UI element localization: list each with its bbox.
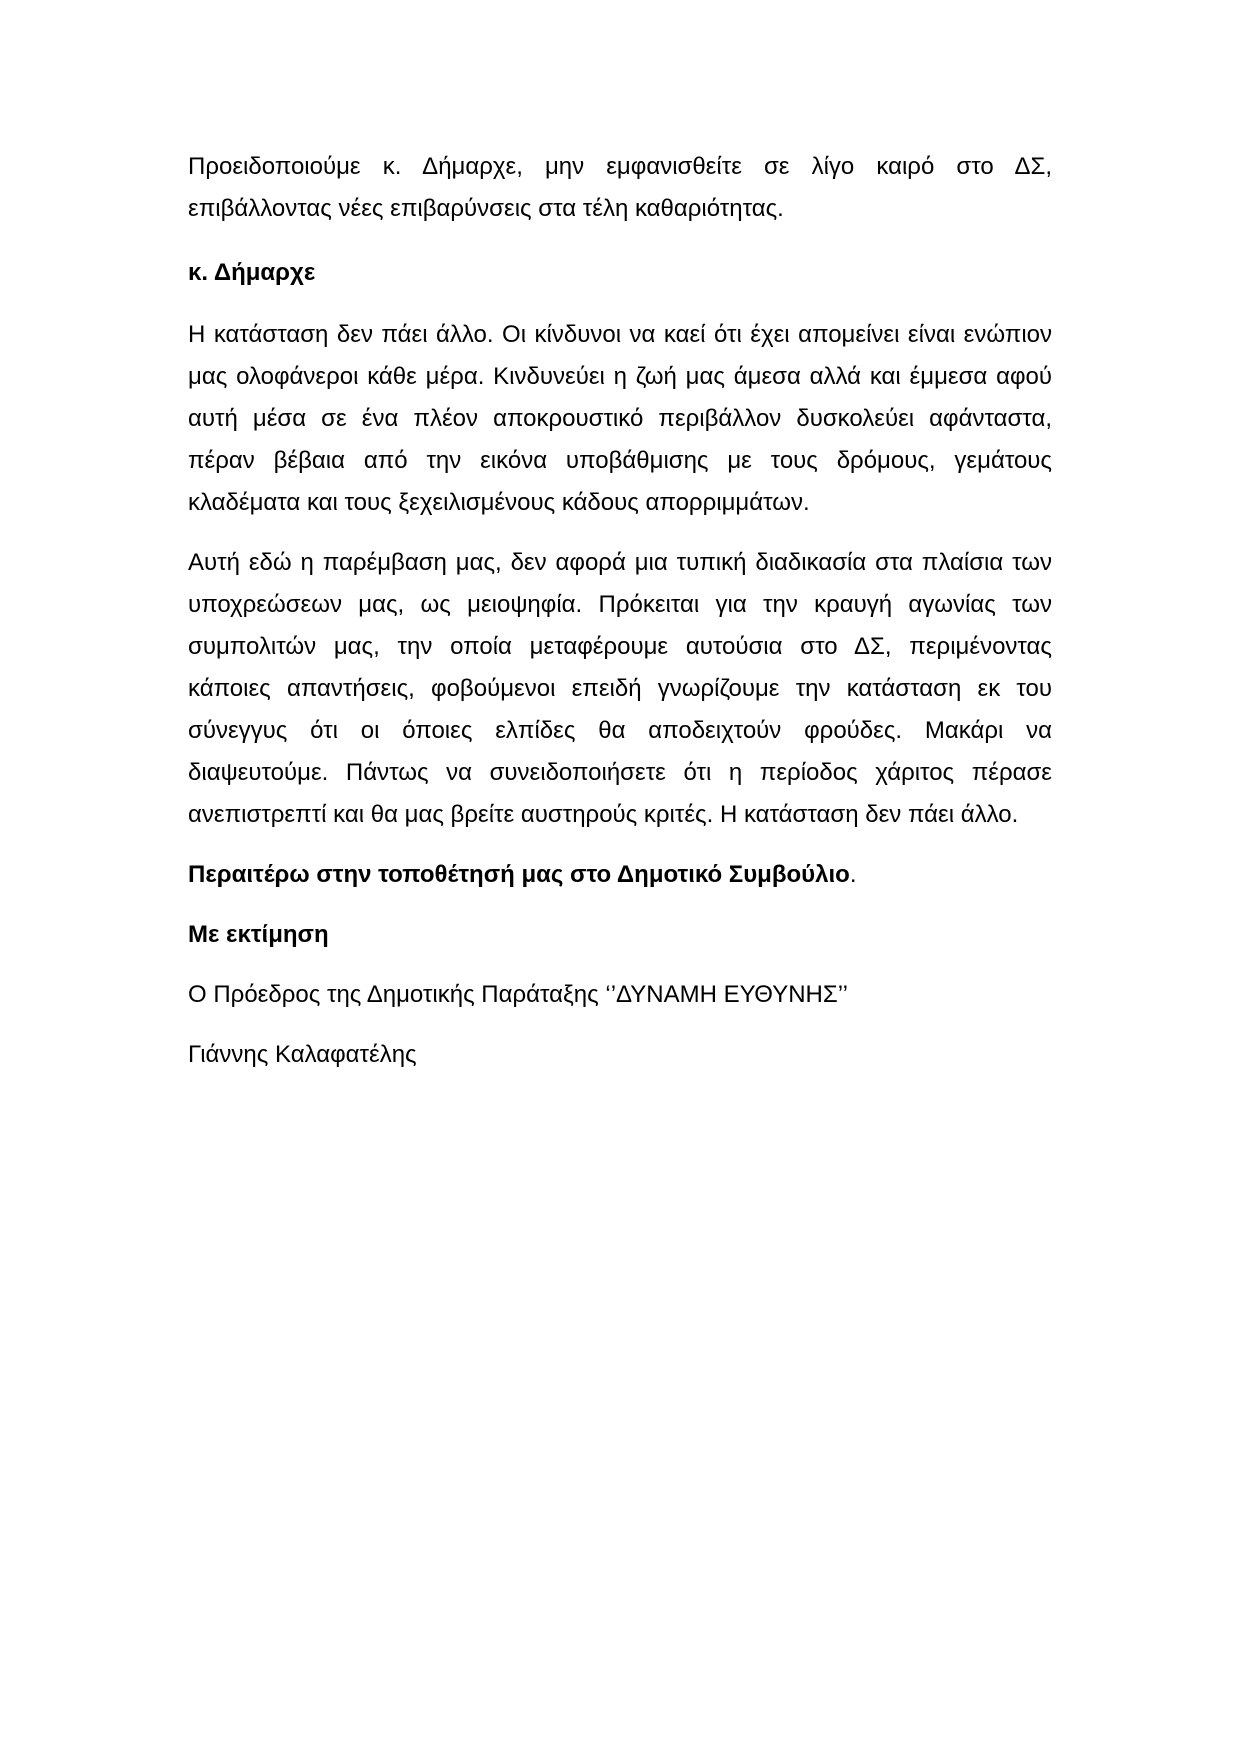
paragraph-warning: Προειδοποιούμε κ. Δήμαρχε, μην εμφανισθείτε σε λίγο καιρό στο ΔΣ, επιβάλλοντας νέες επιβαρύνσεις στα τέλη καθαριότητας. [188,153,1052,222]
paragraph-situation: Η κατάσταση δεν πάει άλλο. Οι κίνδυνοι να καεί ότι έχει απομείνει είναι ενώπιον μας ολοφάνεροι κάθε μέρα. Κινδυνεύει η ζωή μας άμεσα αλλά και έμμεσα αφού αυτή μέσα σε ένα πλέον αποκρουστικό περιβάλλον δυσκολεύει αφάνταστα, πέραν βέβαια από την εικόνα υποβάθμισης με τους δρόμους, γεμάτους κλαδέματα και τους ξεχειλισμένους κάδους απορριμμάτων. [188,321,1052,516]
heading-mayor: κ. Δήμαρχε [188,259,316,286]
further-statement: Περαιτέρω στην τοποθέτησή μας στο Δημοτικό Συμβούλιο [188,861,850,888]
further-statement-line [188,854,1052,896]
closing-greeting: Με εκτίμηση [188,921,329,948]
further-statement-period: . [849,861,857,888]
paragraph-intervention: Αυτή εδώ η παρέμβαση μας, δεν αφορά μια τυπική διαδικασία στα πλαίσια των υποχρεώσεων μας, ως μειοψηφία. Πρόκειται για την κραυγή αγωνίας των συμπολιτών μας, την οποία μεταφέρουμε αυτούσια στο ΔΣ, περιμένοντας κάποιες απαντήσεις, φοβούμενοι επειδή γνωρίζουμε την κατάσταση εκ του σύνεγγυς ότι οι όποιες ελπίδες θα αποδειχτούν φρούδες. Μακάρι να διαψευτούμε. Πάντως να συνειδοποιήσετε ότι η περίοδος χάριτος πέρασε ανεπιστρεπτί και θα μας βρείτε αυστηρούς κριτές. Η κατάσταση δεν πάει άλλο. [188,549,1052,828]
signatory-name: Γιάννης Καλαφατέλης [188,1041,417,1068]
signatory-title: Ο Πρόεδρος της Δημοτικής Παράταξης ‘’ΔΥΝΑΜΗ ΕΥΘΥΝΗΣ’’ [188,981,848,1008]
document-body [188,146,1052,1094]
